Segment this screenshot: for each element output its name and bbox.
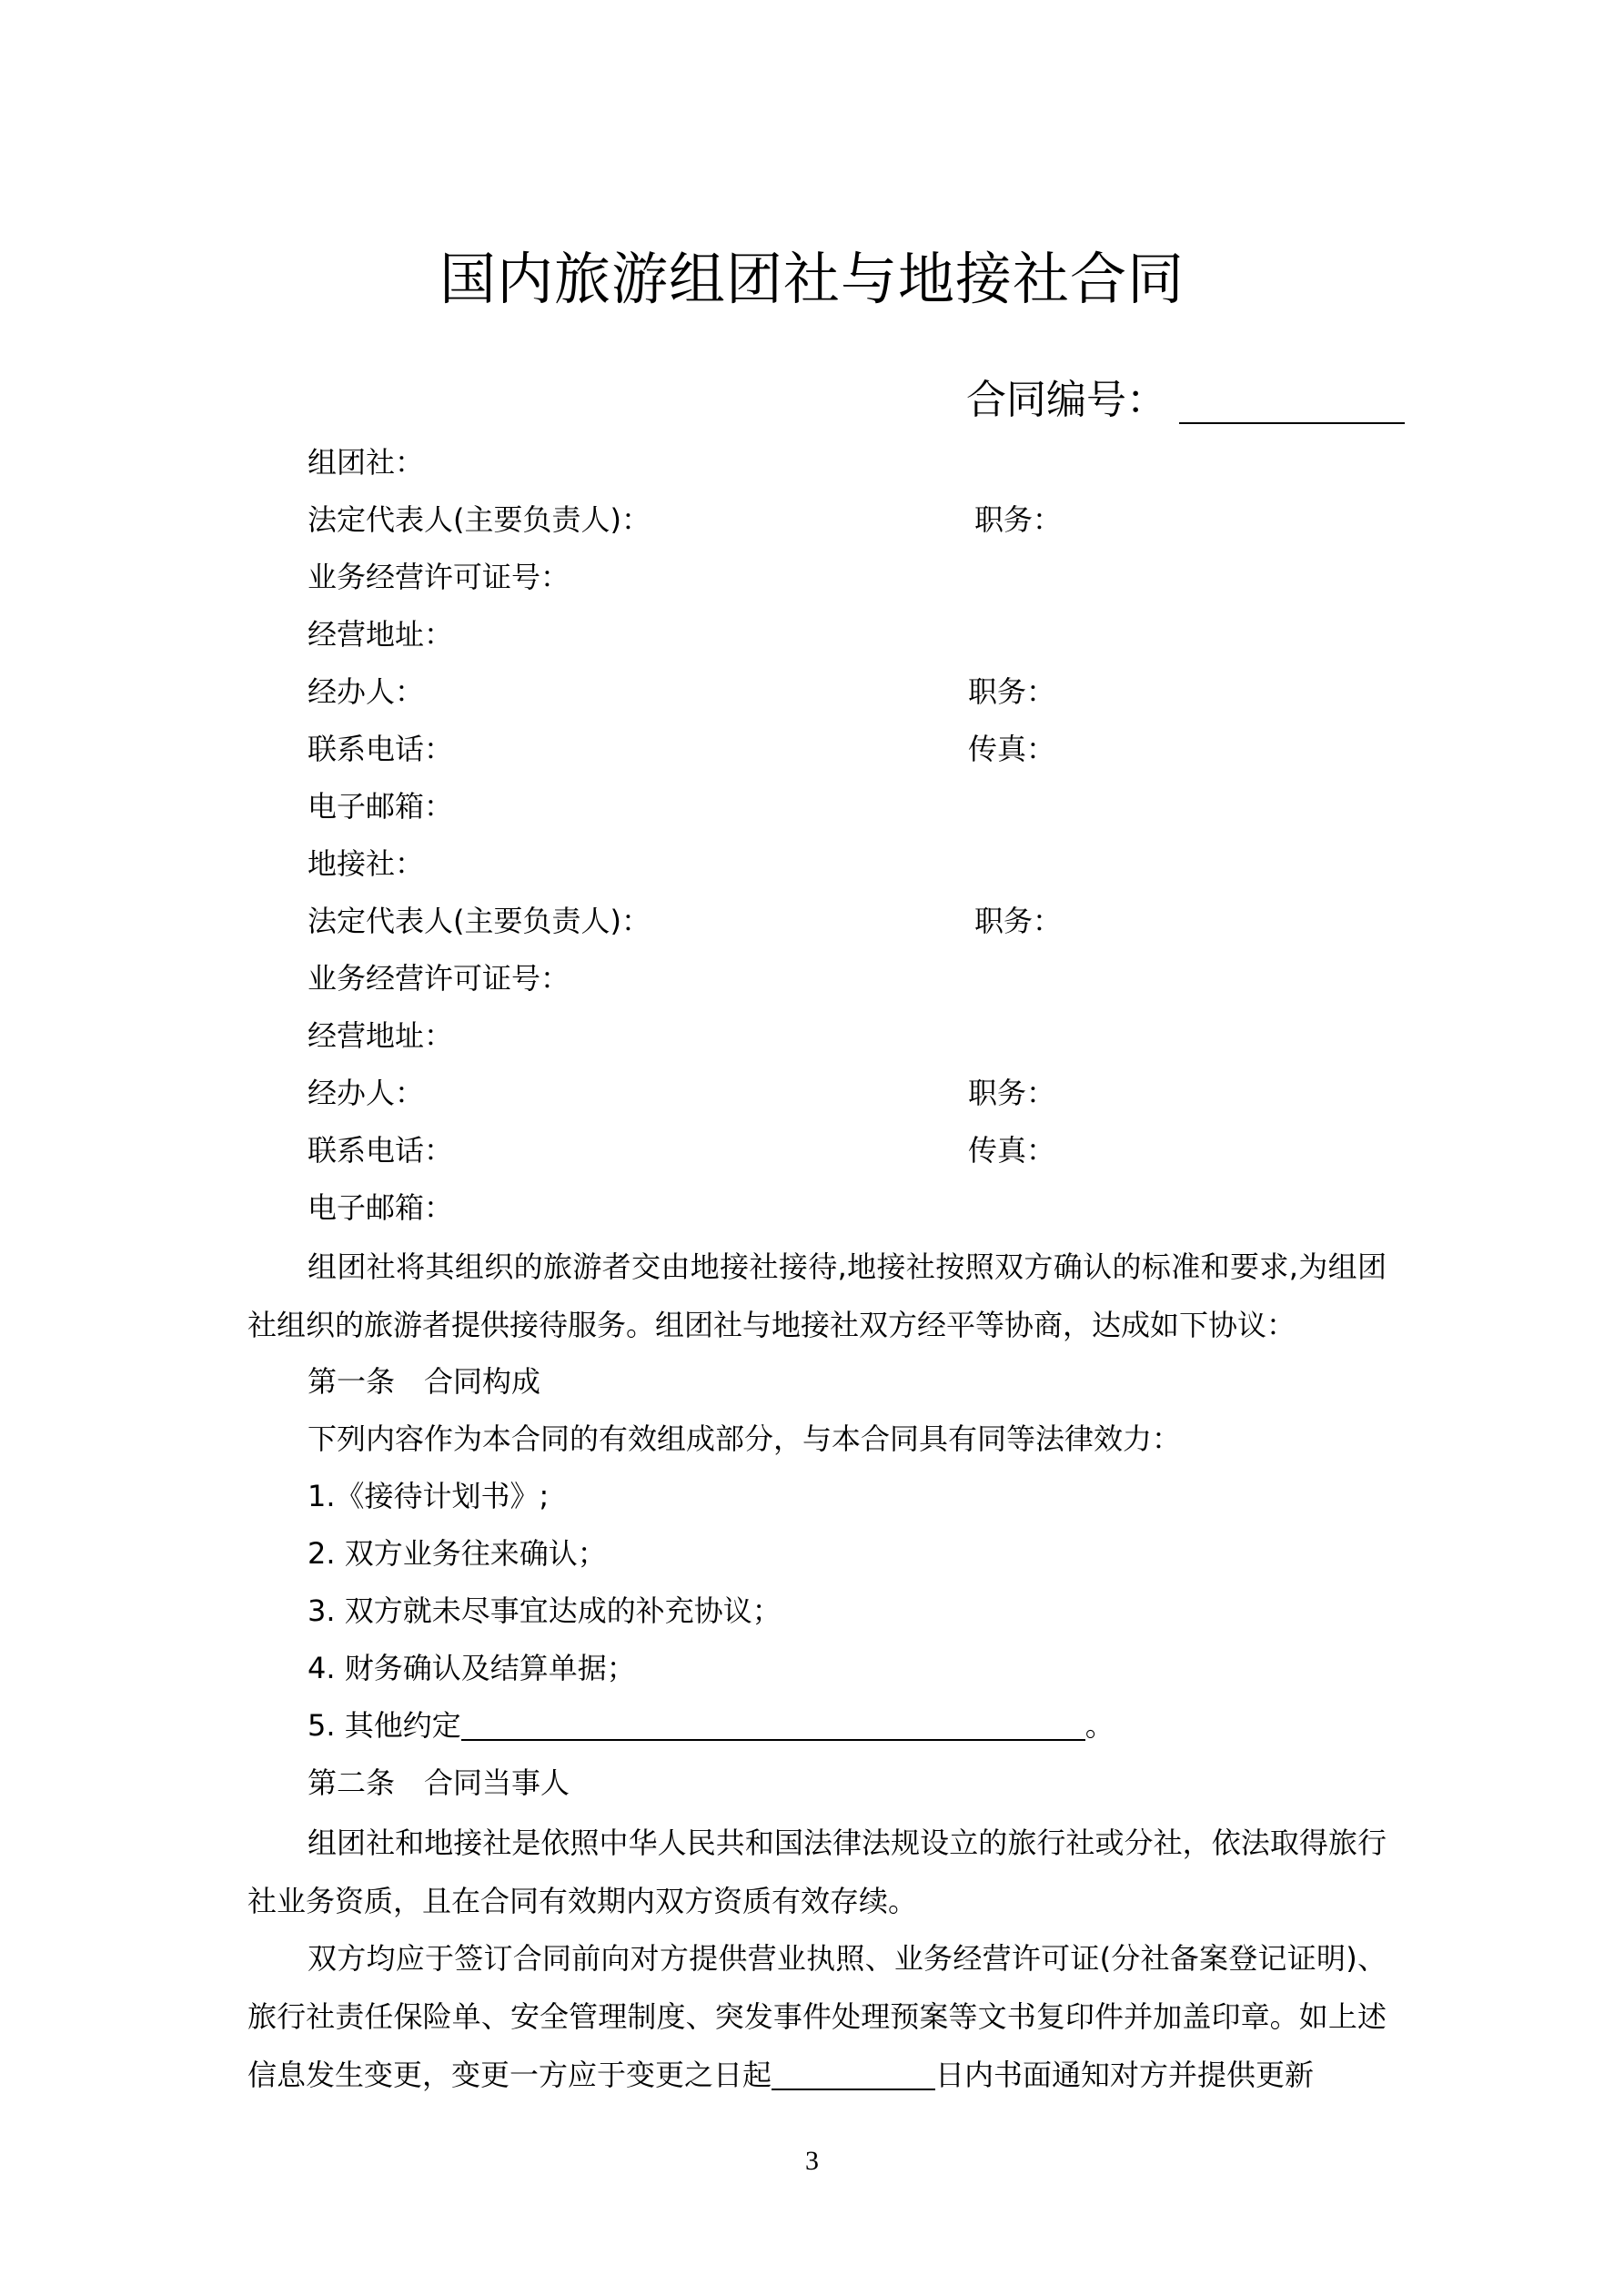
local-agency-label: 地接社： <box>308 846 425 881</box>
article1-item-4: 4. 财务确认及结算单据； <box>308 1651 636 1685</box>
organizer-handler-title: 职务： <box>968 674 1056 709</box>
item5-suffix: 。 <box>1084 1708 1115 1743</box>
document-title: 国内旅游组团社与地接社合同 <box>439 246 1185 312</box>
article1-lead: 下列内容作为本合同的有效组成部分，与本合同具有同等法律效力： <box>308 1421 1182 1456</box>
article1-item-5 <box>308 1704 1115 1747</box>
article2-paragraph-2-part1: 双方均应于签订合同前向对方提供营业执照、业务经营许可证(分社备案登记证明)、旅行社责任保险单、安全管理制度、突发事件处理预案等文书复印件并加盖印章。如上述信息发生变更，变更一方应于变更之日起 <box>247 1941 1387 2092</box>
organizer-legal-rep: 法定代表人(主要负责人)： <box>308 502 651 537</box>
contract-number-label: 合同编号： <box>966 377 1166 423</box>
local-agency-email: 电子邮箱： <box>308 1190 454 1225</box>
days-blank <box>772 2058 935 2090</box>
local-agency-license: 业务经营许可证号： <box>308 961 570 996</box>
contract-number-blank <box>1179 386 1405 424</box>
article1-item-3: 3. 双方就未尽事宜达成的补充协议； <box>308 1593 782 1628</box>
article2-paragraph-1: 组团社和地接社是依照中华人民共和国法律法规设立的旅行社或分社，依法取得旅行社业务资质，且在合同有效期内双方资质有效存续。 <box>247 1826 1387 1918</box>
organizer-address: 经营地址： <box>308 617 454 652</box>
local-agency-handler-title: 职务： <box>968 1076 1056 1110</box>
local-agency-phone: 联系电话： <box>308 1133 454 1168</box>
article1-item-2: 2. 双方业务往来确认； <box>308 1536 607 1571</box>
intro-paragraph: 组团社将其组织的旅游者交由地接社接待,地接社按照双方确认的标准和要求,为组团社组织的旅游者提供接待服务。组团社与地接社双方经平等协商，达成如下协议： <box>247 1249 1387 1342</box>
organizer-handler: 经办人： <box>308 674 425 709</box>
local-agency-address: 经营地址： <box>308 1018 454 1053</box>
organizer-label: 组团社： <box>308 445 425 480</box>
contract-number-field <box>966 369 1405 432</box>
page-number: 3 <box>805 2146 819 2176</box>
organizer-legal-rep-title: 职务： <box>974 502 1063 537</box>
local-agency-legal-rep-title: 职务： <box>974 904 1063 938</box>
article2-paragraph-2-part2: 日内书面通知对方并提供更新 <box>935 2058 1315 2092</box>
local-agency-fax: 传真： <box>968 1133 1056 1168</box>
item5-blank <box>461 1708 1085 1741</box>
organizer-phone: 联系电话： <box>308 732 454 766</box>
article1-item-1: 1.《接待计划书》; <box>308 1479 550 1513</box>
article2-paragraph-2 <box>247 1929 1387 2104</box>
article1-heading: 第一条 合同构成 <box>308 1364 541 1399</box>
organizer-email: 电子邮箱： <box>308 789 454 824</box>
local-agency-handler: 经办人： <box>308 1076 425 1110</box>
organizer-license: 业务经营许可证号： <box>308 560 570 594</box>
item5-prefix: 5. 其他约定 <box>308 1708 461 1743</box>
organizer-fax: 传真： <box>968 732 1056 766</box>
local-agency-legal-rep: 法定代表人(主要负责人)： <box>308 904 651 938</box>
article2-heading: 第二条 合同当事人 <box>308 1765 570 1800</box>
